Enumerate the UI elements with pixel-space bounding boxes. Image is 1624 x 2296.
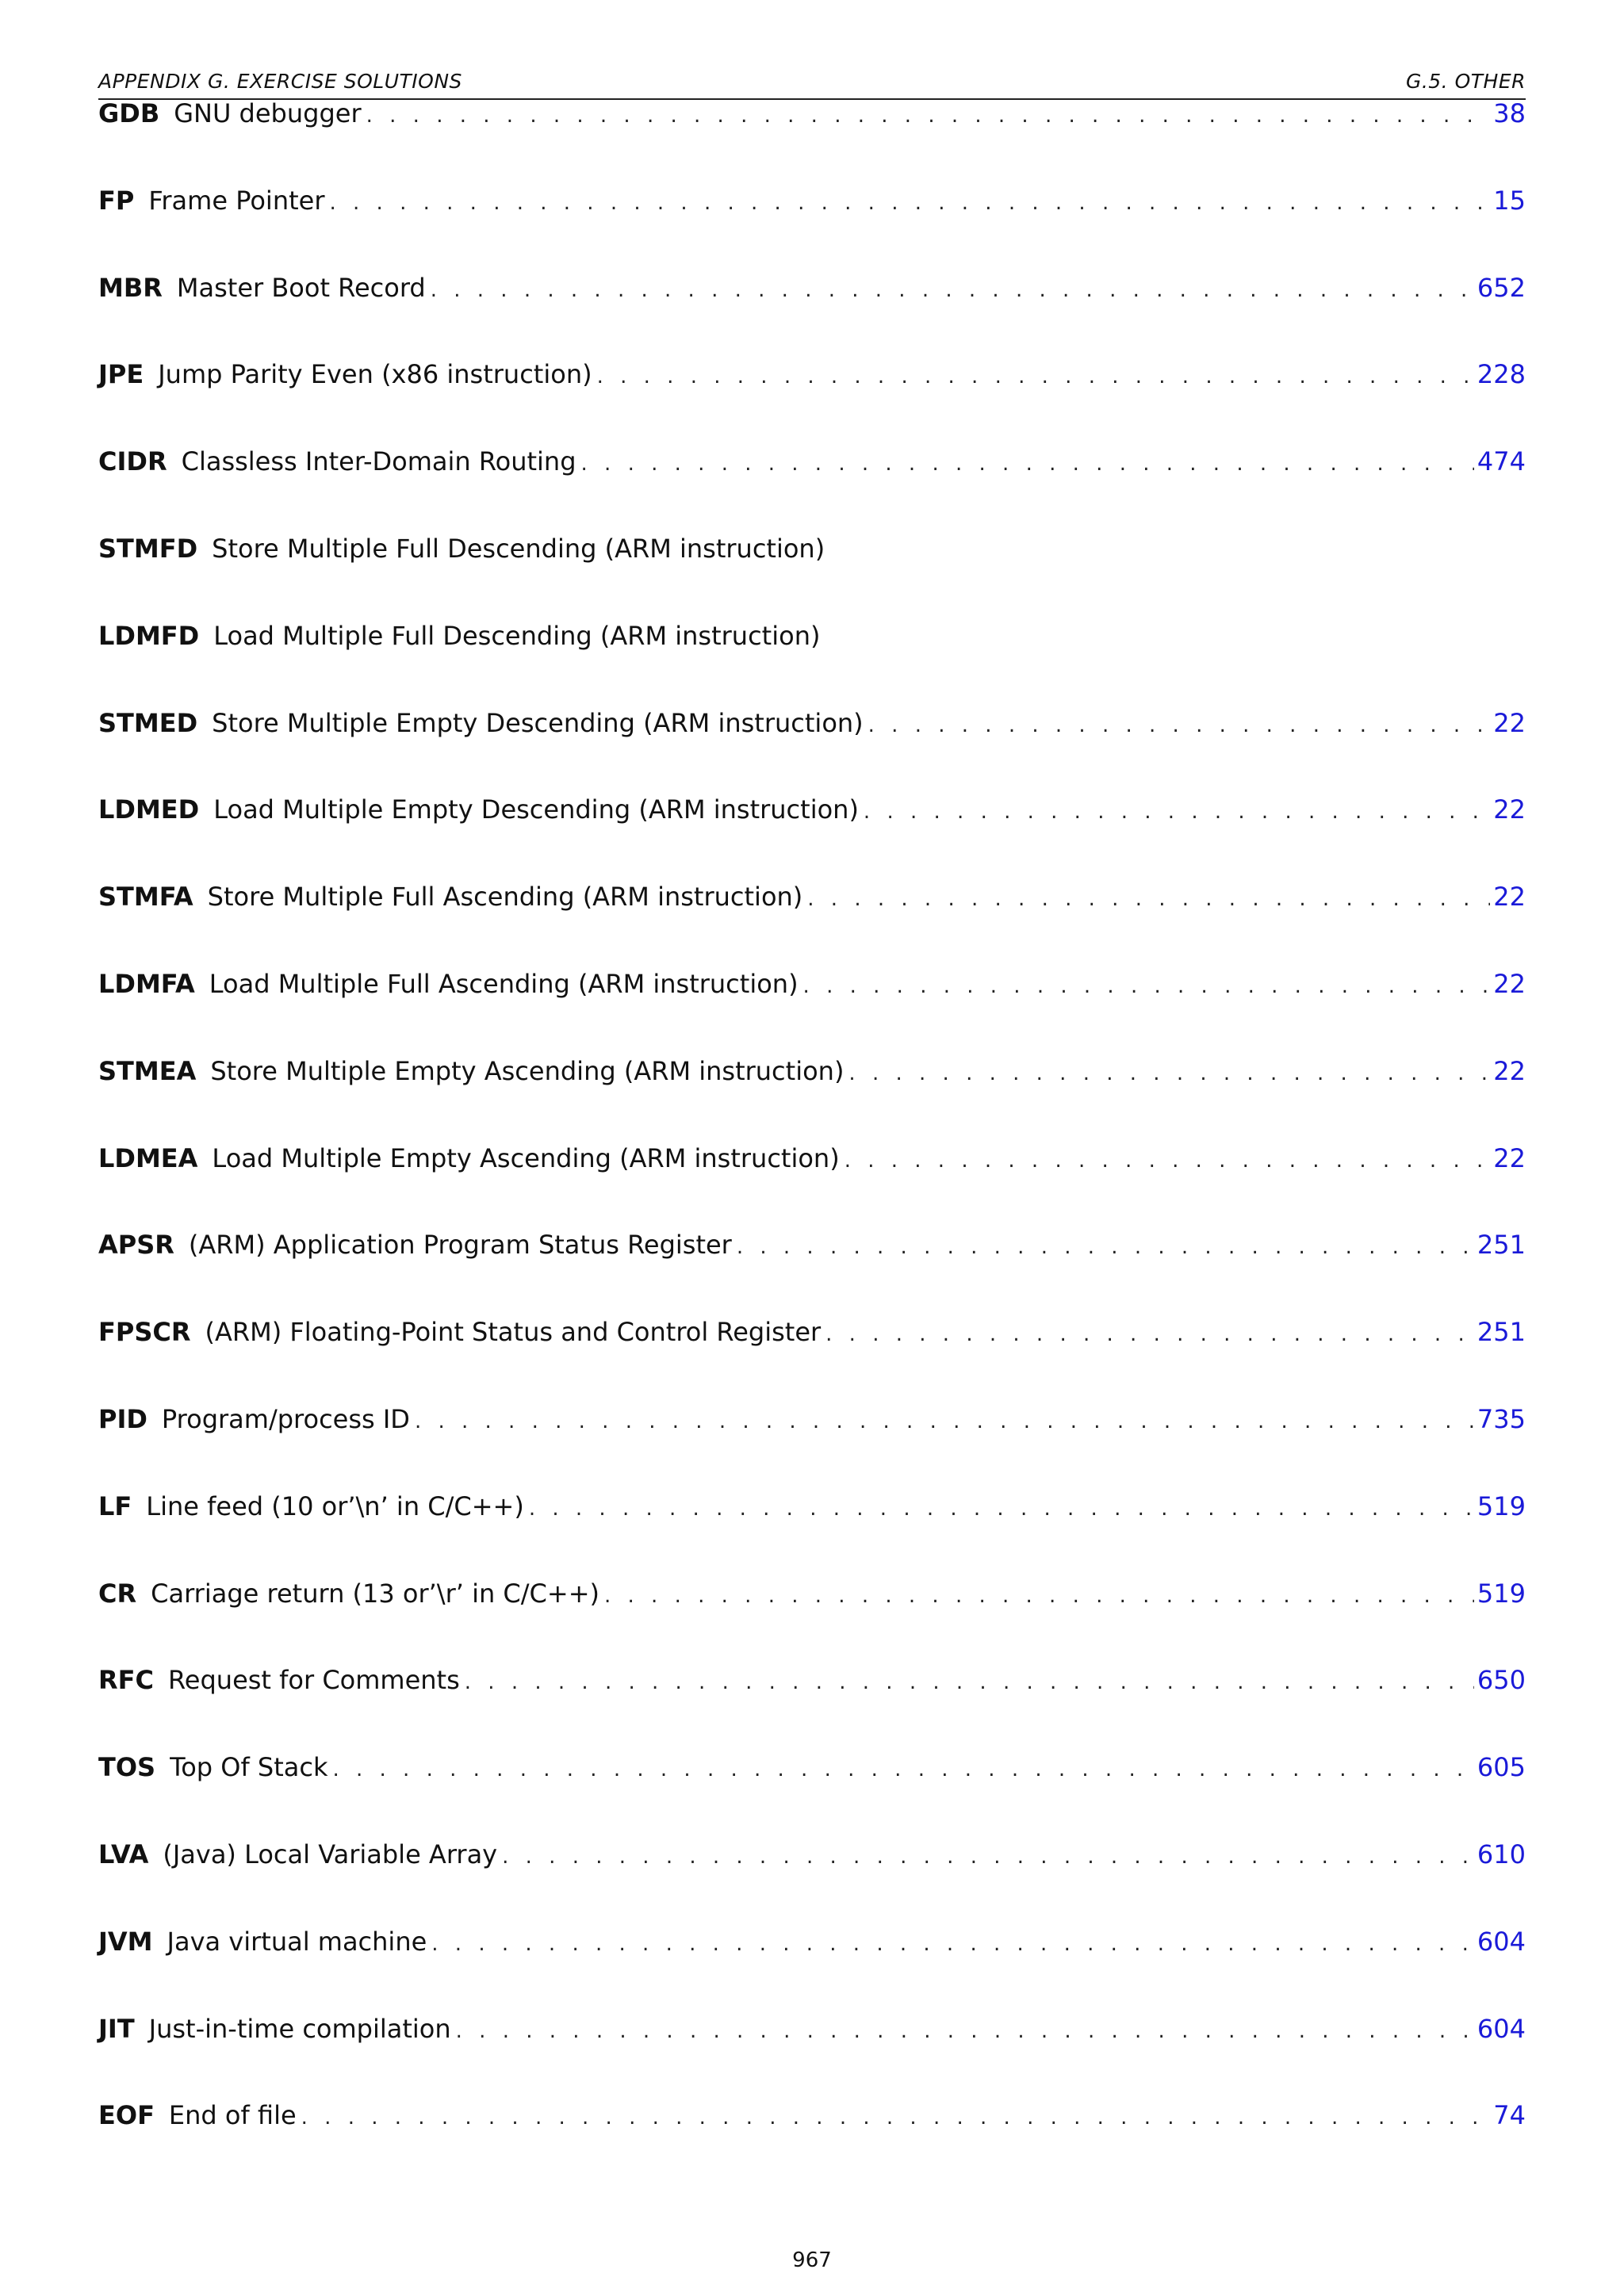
entry-page-link[interactable]: 604 [1477,2013,1526,2044]
dot-leader [825,1322,1474,1346]
glossary-entry [98,969,1526,1056]
dot-leader [431,1932,1474,1956]
entry-description: Store Multiple Empty Ascending (ARM instruction) [210,1055,845,1086]
glossary-entry [98,273,1526,360]
entry-description: (Java) Local Variable Array [163,1839,498,1869]
running-header [98,68,1526,100]
glossary-entry [98,1317,1526,1404]
dot-leader [803,974,1491,998]
dot-leader [597,365,1474,388]
entry-page-link[interactable]: 228 [1477,359,1526,390]
header-section: G.5. OTHER [1405,70,1526,93]
entry-description: Jump Parity Even (x86 instruction) [158,359,592,390]
entry-description: Frame Pointer [148,185,325,216]
glossary-entry [98,1404,1526,1491]
entry-page-link[interactable]: 22 [1493,882,1526,913]
dot-leader [329,191,1490,215]
glossary-entry [98,534,1526,621]
entry-description: Load Multiple Full Descending (ARM instruction) [213,620,821,651]
entry-page-link[interactable]: 650 [1477,1665,1526,1696]
glossary-entry [98,1752,1526,1839]
entry-description: Classless Inter-Domain Routing [181,446,576,477]
glossary-entry [98,186,1526,273]
glossary-entry [98,446,1526,534]
entry-abbreviation: FPSCR [98,1317,191,1348]
entry-page-link[interactable]: 519 [1477,1578,1526,1609]
dot-leader [845,1149,1491,1173]
entry-page-link[interactable]: 605 [1477,1752,1526,1783]
entry-page-link[interactable]: 251 [1477,1317,1526,1348]
entry-abbreviation: JVM [98,1926,153,1957]
dot-leader [465,1670,1474,1694]
glossary-entry [98,882,1526,969]
entry-page-link[interactable]: 38 [1493,98,1526,128]
entry-page-link[interactable]: 74 [1493,2100,1526,2131]
entry-abbreviation: FP [98,185,135,216]
entry-abbreviation: STMED [98,707,198,738]
entry-description: Just-in-time compilation [148,2013,451,2044]
entry-page-link[interactable]: 15 [1493,185,1526,216]
dot-leader [864,800,1490,824]
entry-abbreviation: STMFD [98,533,198,564]
dot-leader [502,1845,1474,1869]
dot-leader [868,714,1491,737]
glossary-entry [98,708,1526,795]
entry-page-link[interactable]: 652 [1477,272,1526,303]
dot-leader [456,2019,1474,2043]
entry-description: Load Multiple Full Ascending (ARM instruction) [209,968,799,999]
entry-abbreviation: TOS [98,1752,156,1783]
entry-description: Store Multiple Empty Descending (ARM instruction) [212,707,864,738]
dot-leader [332,1758,1473,1781]
entry-description: Carriage return (13 or’\r’ in C/C++) [151,1578,599,1609]
entry-page-link[interactable]: 604 [1477,1926,1526,1957]
entry-description: Request for Comments [167,1665,460,1696]
entry-abbreviation: LDMFD [98,620,200,651]
entry-page-link[interactable]: 22 [1493,707,1526,738]
entry-page-link[interactable]: 22 [1493,1055,1526,1086]
glossary-entry [98,98,1526,186]
glossary-entry [98,1665,1526,1752]
entry-page-link[interactable]: 610 [1477,1839,1526,1869]
entry-page-link[interactable]: 251 [1477,1230,1526,1261]
entry-page-link[interactable]: 735 [1477,1403,1526,1434]
entry-description: End of file [168,2100,297,2131]
entry-abbreviation: MBR [98,272,163,303]
entry-description: (ARM) Floating-Point Status and Control Register [205,1317,822,1348]
entry-description: (ARM) Application Program Status Register [188,1230,732,1261]
glossary-entry [98,2014,1526,2101]
glossary-entry [98,359,1526,446]
dot-leader [581,452,1474,476]
page-number: 967 [792,2248,832,2272]
header-chapter: APPENDIX G. EXERCISE SOLUTIONS [98,70,462,93]
entry-abbreviation: GDB [98,98,160,128]
dot-leader [431,278,1474,302]
glossary-entry [98,621,1526,708]
entry-abbreviation: LDMEA [98,1142,198,1173]
glossary-entry [98,1230,1526,1317]
dot-leader [737,1235,1474,1259]
entry-description: Store Multiple Full Descending (ARM instruction) [212,533,825,564]
dot-leader [415,1410,1474,1433]
glossary-list [98,98,1526,2187]
entry-description: Top Of Stack [170,1752,328,1783]
entry-abbreviation: STMEA [98,1055,197,1086]
entry-description: Line feed (10 or’\n’ in C/C++) [146,1490,524,1521]
dot-leader [848,1062,1490,1085]
entry-abbreviation: LDMFA [98,968,195,999]
entry-description: GNU debugger [174,98,362,128]
entry-page-link[interactable]: 22 [1493,794,1526,825]
glossary-entry [98,1491,1526,1578]
entry-abbreviation: LDMED [98,794,200,825]
dot-leader [301,2106,1491,2130]
entry-abbreviation: STMFA [98,882,193,913]
entry-abbreviation: CIDR [98,446,167,477]
entry-page-link[interactable]: 22 [1493,1142,1526,1173]
entry-description: Store Multiple Full Ascending (ARM instruction) [207,882,803,913]
glossary-entry [98,1143,1526,1230]
entry-abbreviation: JPE [98,359,144,390]
glossary-entry [98,1578,1526,1666]
dot-leader [604,1584,1474,1608]
entry-page-link[interactable]: 519 [1477,1490,1526,1521]
entry-abbreviation: RFC [98,1665,154,1696]
entry-abbreviation: LVA [98,1839,149,1869]
glossary-entry [98,1839,1526,1927]
entry-description: Load Multiple Empty Descending (ARM instruction) [213,794,859,825]
entry-description: Program/process ID [161,1403,410,1434]
entry-abbreviation: CR [98,1578,137,1609]
entry-abbreviation: JIT [98,2013,135,2044]
dot-leader [807,887,1490,911]
entry-abbreviation: APSR [98,1230,174,1261]
entry-page-link[interactable]: 474 [1477,446,1526,477]
entry-description: Load Multiple Empty Ascending (ARM instruction) [212,1142,840,1173]
entry-abbreviation: EOF [98,2100,155,2131]
glossary-entry [98,794,1526,882]
dot-leader [529,1497,1474,1521]
entry-abbreviation: LF [98,1490,132,1521]
glossary-entry [98,1056,1526,1143]
entry-description: Master Boot Record [176,272,426,303]
dot-leader [366,104,1491,128]
entry-abbreviation: PID [98,1403,147,1434]
entry-description: Java virtual machine [167,1926,427,1957]
entry-page-link[interactable]: 22 [1493,968,1526,999]
glossary-entry [98,1927,1526,2014]
glossary-entry [98,2100,1526,2187]
